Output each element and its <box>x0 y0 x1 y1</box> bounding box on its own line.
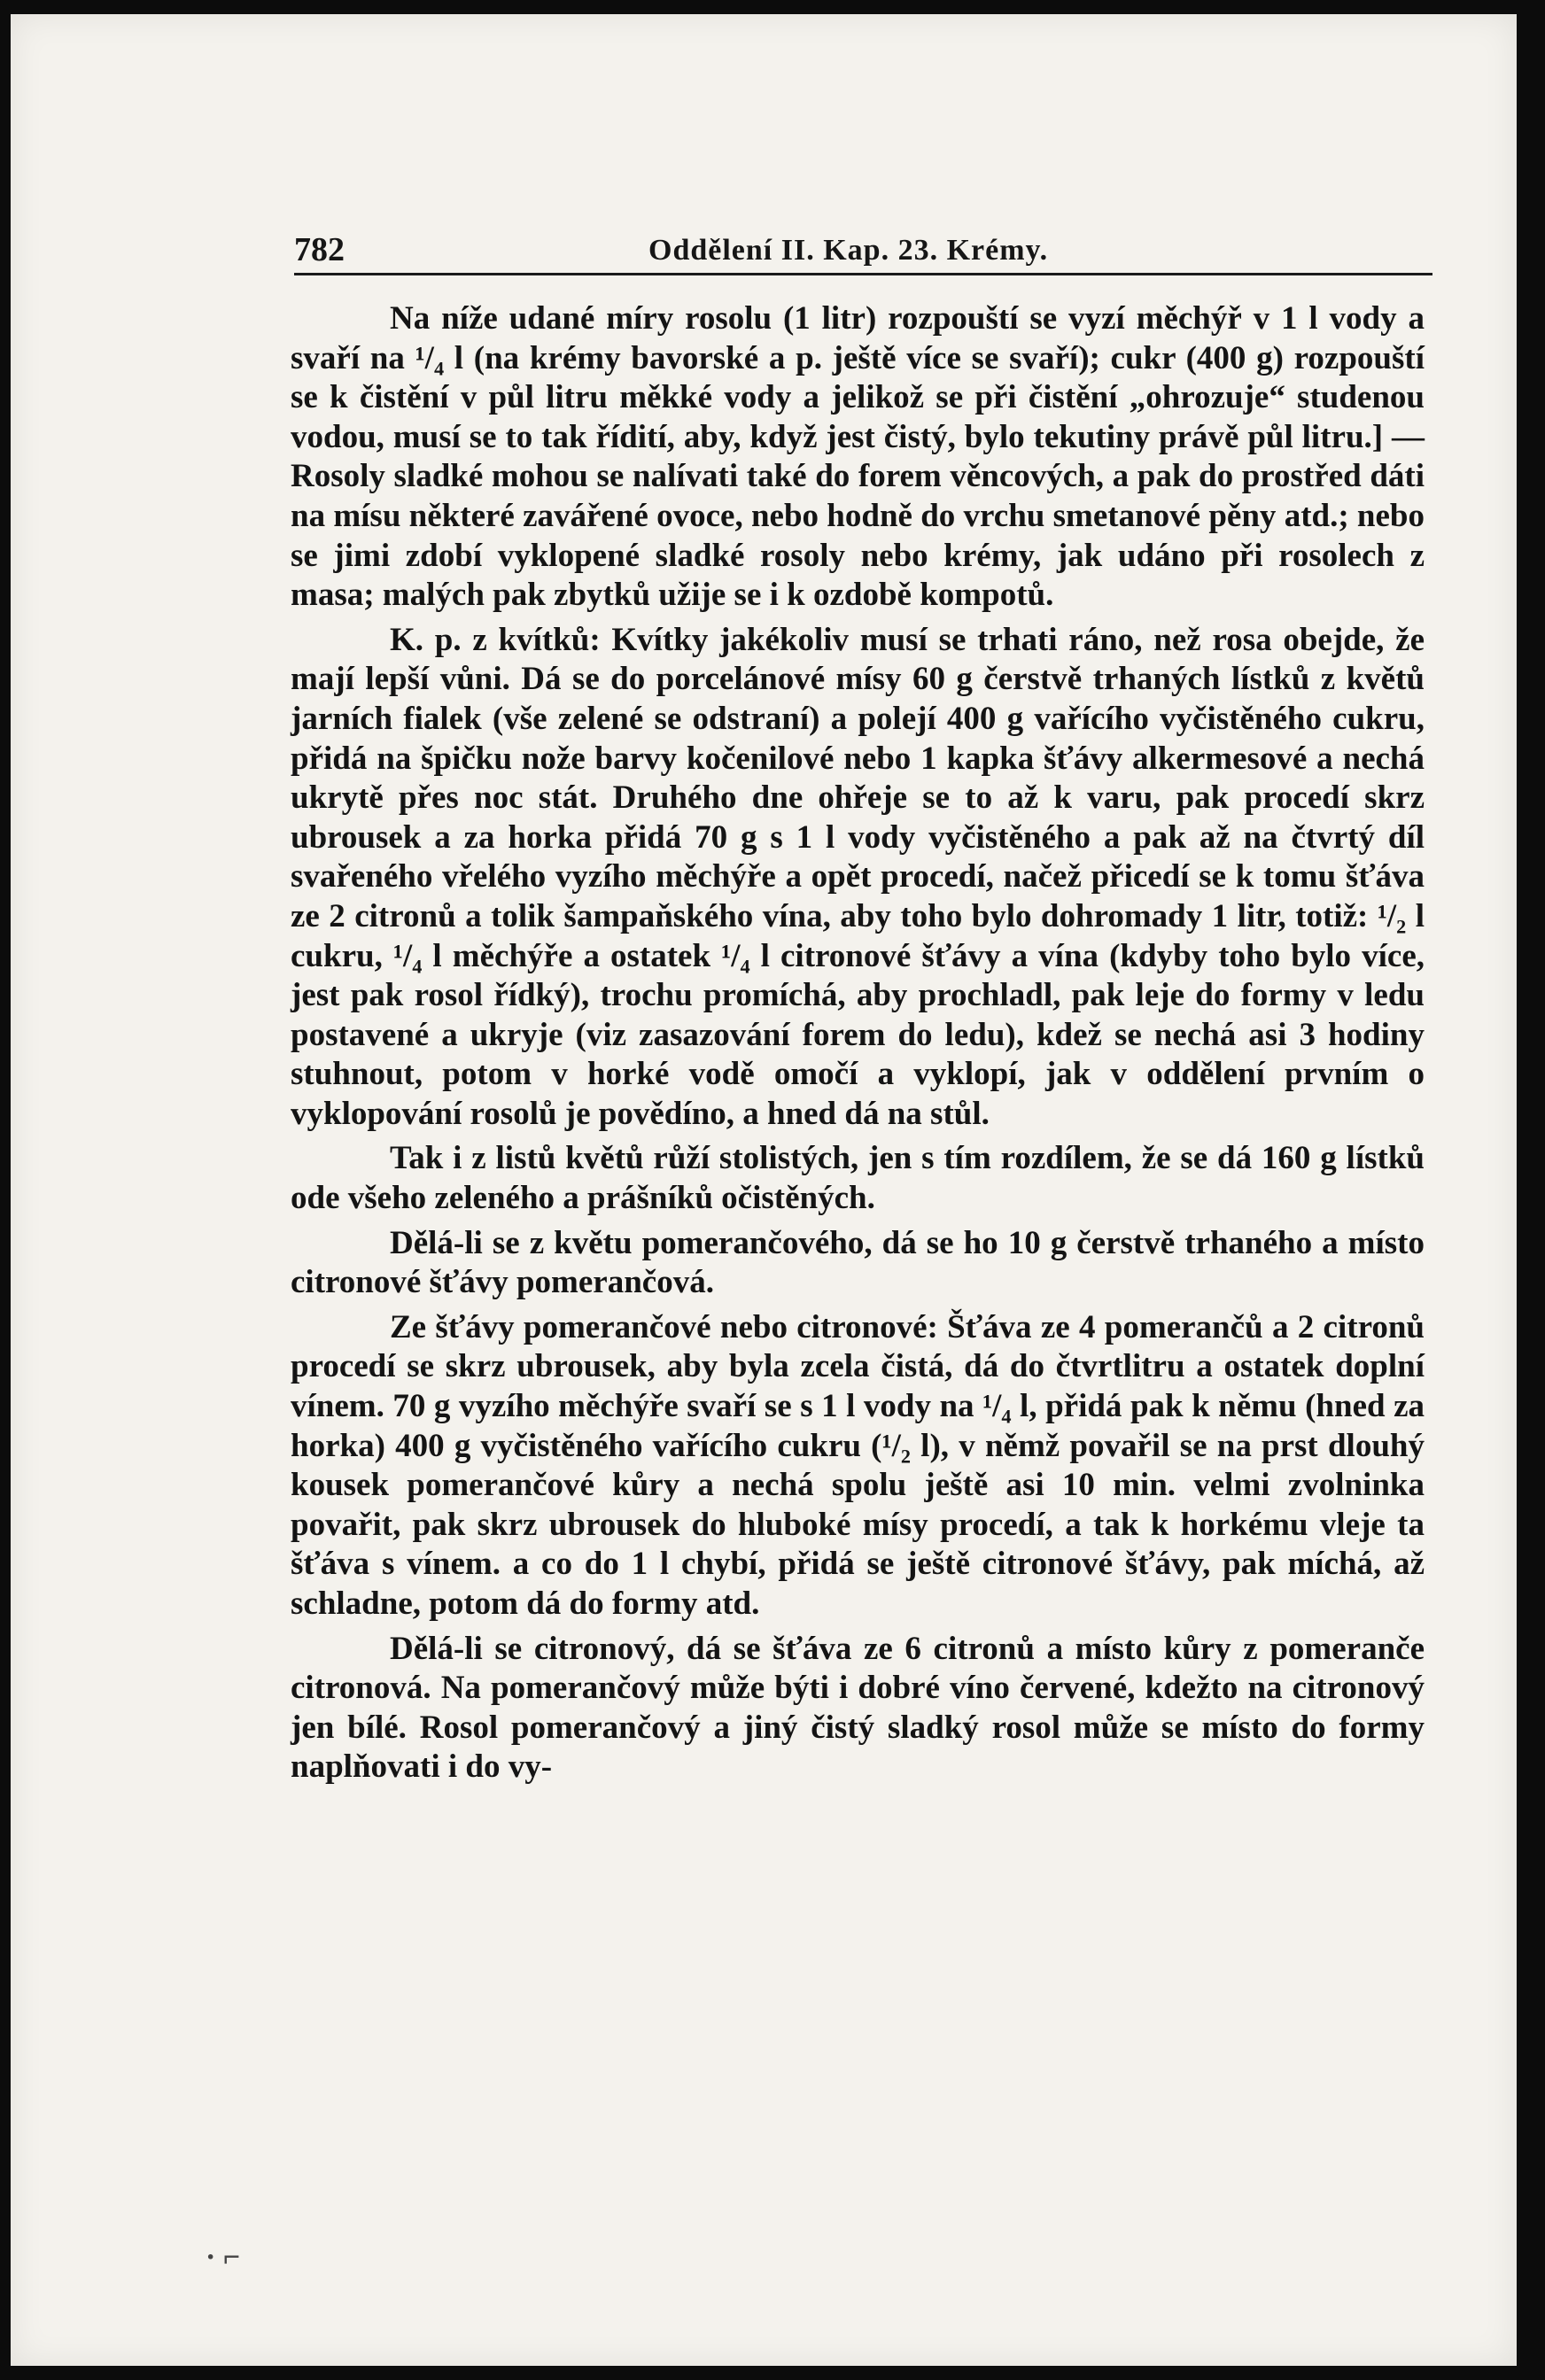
paragraph-6: Dělá-li se citronový, dá se šťáva ze 6 citronů a místo kůry z pomeranče citronová. Na pomerančový může býti i dobré víno červené, kdežto na citronový jen bílé. Rosol pomerančový a jiný čistý sladký rosol může se místo do formy naplňovati i do vy- <box>291 1630 1425 1786</box>
stray-mark: · ⌐ <box>206 2241 241 2274</box>
paragraph-3: Tak i z listů květů růží stolistých, jen s tím rozdílem, že se dá 160 g lístků ode všeho zeleného a prášníků očistěných. <box>291 1140 1425 1217</box>
page-header <box>294 225 1432 275</box>
body-text <box>291 299 1425 1787</box>
page-number: 782 <box>294 231 345 268</box>
paragraph-2: K. p. z kvítků: Kvítky jakékoliv musí se trhati ráno, než rosa obejde, že mají lepší vůni. Dá se do porcelánové mísy 60 g čerstvě trhaných lístků z květů jarních fialek (vše zelené se odstraní) a polejí 400 g vařícího vyčistěného cukru, přidá na špičku nože barvy kočenilové nebo 1 kapka šťávy alkermesové a nechá ukrytě přes noc stát. Druhého dne ohřeje se to až k varu, pak procedí skrz ubrousek a za horka přidá 70 g s 1 l vody vyčistěného a pak až na čtvrtý díl svařeného vřelého vyzího měchýře a opět procedí, načež přicedí se k tomu šťáva ze 2 citronů a tolik šampaňského vína, aby toho bylo dohromady 1 litr, totiž: ¹/₂ l cukru, ¹/₄ l měchýře a ostatek ¹/₄ l citronové šťávy a vína (kdyby toho bylo více, jest pak rosol řídký), trochu promíchá, aby prochladl, pak leje do formy v ledu postavené a ukryje (viz zasazování forem do ledu), kdež se nechá asi 3 hodiny stuhnout, potom v horké vodě omočí a vyklopí, jak v oddělení prvním o vyklopování rosolů je povědíno, a hned dá na stůl. <box>291 621 1425 1132</box>
paragraph-1: Na níže udané míry rosolu (1 litr) rozpouští se vyzí měchýř v 1 l vody a svaří na ¹/₄ l (na krémy bavorské a p. ještě více se svaří); cukr (400 g) rozpouští se k čistění v půl litru měkké vody a jelikož se při čistění „ohrozuje“ studenou vodou, musí se to tak řídití, aby, když jest čistý, bylo tekutiny právě půl litru.] — Rosoly sladké mohou se nalívati také do forem věncových, a pak do prostřed dáti na mísu některé zavářené ovoce, nebo hodně do vrchu smetanové pěny atd.; nebo se jimi zdobí vyklopené sladké rosoly nebo krémy, jak udáno při rosolech z masa; malých pak zbytků užije se i k ozdobě kompotů. <box>291 300 1425 614</box>
running-head: Oddělení II. Kap. 23. Krémy. <box>648 234 1049 267</box>
paragraph-5: Ze šťávy pomerančové nebo citronové: Šťáva ze 4 pomerančů a 2 citronů procedí se skrz ubrousek, aby byla zcela čistá, dá do čtvrtlitru a ostatek doplní vínem. 70 g vyzího měchýře svaří se s 1 l vody na ¹/₄ l, přidá pak k němu (hned za horka) 400 g vyčistěného vařícího cukru (¹/₂ l), v němž povařil se na prst dlouhý kousek pomerančové kůry a nechá spolu ještě asi 10 min. velmi zvolninka povařit, pak skrz ubrousek do hluboké mísy procedí, a tak k horkému vleje ta šťáva s vínem. a co do 1 l chybí, přidá se ještě citronové šťávy, pak míchá, až schladne, potom dá do formy atd. <box>291 1308 1425 1622</box>
paragraph-4: Dělá-li se z květu pomerančového, dá se ho 10 g čerstvě trhaného a místo citronové šťávy pomerančová. <box>291 1224 1425 1301</box>
